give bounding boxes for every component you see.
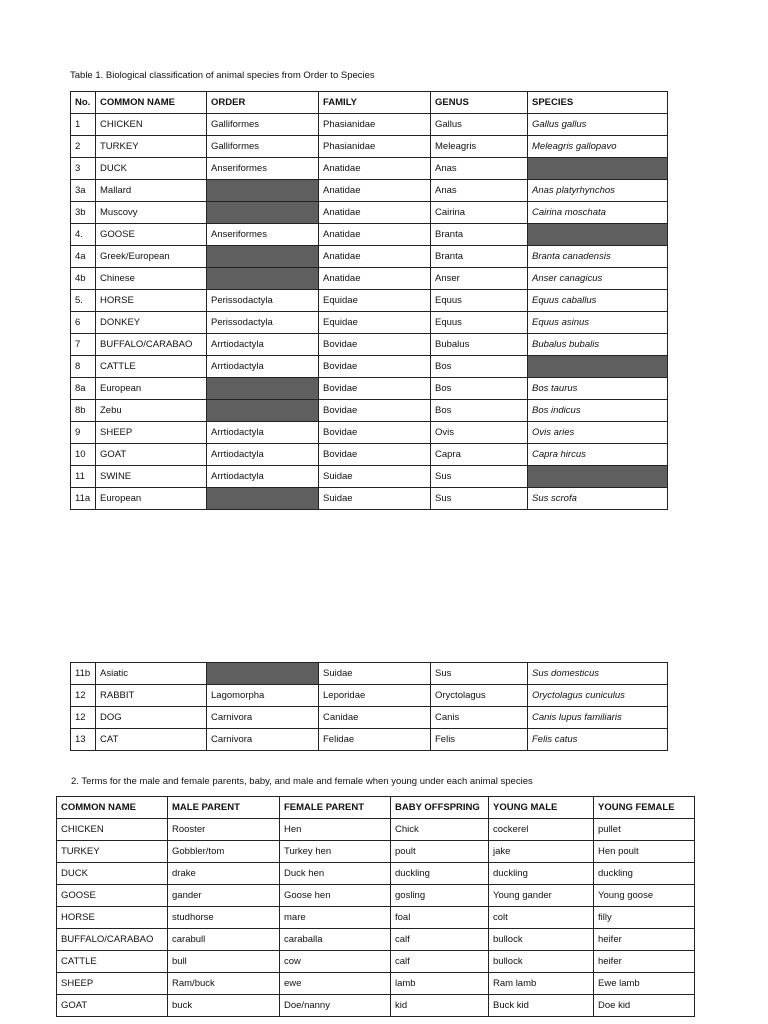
cell-no: 6: [71, 312, 96, 334]
cell-species: Bos taurus: [528, 378, 668, 400]
cell-order: Anseriformes: [207, 158, 319, 180]
header-genus: GENUS: [431, 92, 528, 114]
shaded-cell: [528, 158, 668, 180]
cell-species: Sus domesticus: [528, 663, 668, 685]
cell-species: Anser canagicus: [528, 268, 668, 290]
cell-order: Carnivora: [207, 707, 319, 729]
cell-baby-offspring: duckling: [391, 863, 489, 885]
cell-family: Bovidae: [319, 400, 431, 422]
cell-no: 4.: [71, 224, 96, 246]
cell-baby-offspring: Chick: [391, 819, 489, 841]
cell-species: Equus asinus: [528, 312, 668, 334]
cell-species: Gallus gallus: [528, 114, 668, 136]
cell-young-male: Ram lamb: [489, 973, 594, 995]
cell-no: 12: [71, 707, 96, 729]
cell-family: Equidae: [319, 312, 431, 334]
cell-no: 7: [71, 334, 96, 356]
cell-species: Ovis aries: [528, 422, 668, 444]
cell-family: Anatidae: [319, 202, 431, 224]
cell-order: Arrtiodactyla: [207, 356, 319, 378]
cell-order: Galliformes: [207, 114, 319, 136]
header-male-parent: MALE PARENT: [168, 797, 280, 819]
cell-order: Arrtiodactyla: [207, 466, 319, 488]
cell-species: Felis catus: [528, 729, 668, 751]
table-row: [71, 224, 668, 246]
header-order: ORDER: [207, 92, 319, 114]
cell-female-parent: cow: [280, 951, 391, 973]
cell-common-name: GOOSE: [96, 224, 207, 246]
cell-family: Phasianidae: [319, 114, 431, 136]
cell-common-name: DONKEY: [96, 312, 207, 334]
cell-species: Anas platyrhynchos: [528, 180, 668, 202]
cell-order: Carnivora: [207, 729, 319, 751]
cell-young-male: duckling: [489, 863, 594, 885]
cell-species: Sus scrofa: [528, 488, 668, 510]
table-row: [71, 158, 668, 180]
cell-no: 1: [71, 114, 96, 136]
cell-baby-offspring: calf: [391, 951, 489, 973]
cell-common-name: European: [96, 488, 207, 510]
shaded-cell: [528, 466, 668, 488]
shaded-cell: [207, 246, 319, 268]
table-row: [57, 885, 695, 907]
table-row: [71, 444, 668, 466]
cell-common-name: CATTLE: [96, 356, 207, 378]
cell-genus: Ovis: [431, 422, 528, 444]
cell-common-name: CATTLE: [57, 951, 168, 973]
cell-common-name: GOAT: [57, 995, 168, 1017]
cell-species: Bubalus bubalis: [528, 334, 668, 356]
header-species: SPECIES: [528, 92, 668, 114]
cell-male-parent: studhorse: [168, 907, 280, 929]
cell-genus: Sus: [431, 466, 528, 488]
cell-male-parent: gander: [168, 885, 280, 907]
table-row: [71, 488, 668, 510]
cell-no: 3a: [71, 180, 96, 202]
cell-baby-offspring: calf: [391, 929, 489, 951]
cell-family: Canidae: [319, 707, 431, 729]
cell-family: Bovidae: [319, 356, 431, 378]
cell-common-name: CAT: [96, 729, 207, 751]
cell-species: Capra hircus: [528, 444, 668, 466]
cell-genus: Anas: [431, 180, 528, 202]
header-female-parent: FEMALE PARENT: [280, 797, 391, 819]
cell-genus: Branta: [431, 224, 528, 246]
table-row: [71, 729, 668, 751]
cell-young-female: Doe kid: [594, 995, 695, 1017]
shaded-cell: [528, 356, 668, 378]
header-common-name: COMMON NAME: [96, 92, 207, 114]
cell-species: Cairina moschata: [528, 202, 668, 224]
cell-genus: Bubalus: [431, 334, 528, 356]
cell-genus: Cairina: [431, 202, 528, 224]
cell-young-male: Buck kid: [489, 995, 594, 1017]
cell-species: Equus caballus: [528, 290, 668, 312]
cell-female-parent: Duck hen: [280, 863, 391, 885]
cell-common-name: TURKEY: [57, 841, 168, 863]
cell-baby-offspring: poult: [391, 841, 489, 863]
cell-genus: Bos: [431, 356, 528, 378]
header-young-male: YOUNG MALE: [489, 797, 594, 819]
table-row: [71, 356, 668, 378]
shaded-cell: [207, 378, 319, 400]
cell-genus: Anser: [431, 268, 528, 290]
cell-common-name: SHEEP: [96, 422, 207, 444]
cell-common-name: TURKEY: [96, 136, 207, 158]
shaded-cell: [207, 400, 319, 422]
cell-common-name: HORSE: [57, 907, 168, 929]
table-row: [57, 907, 695, 929]
table-row: [71, 246, 668, 268]
shaded-cell: [207, 180, 319, 202]
table-row: [71, 180, 668, 202]
cell-male-parent: buck: [168, 995, 280, 1017]
cell-order: Anseriformes: [207, 224, 319, 246]
table-header-row: [57, 797, 695, 819]
cell-common-name: BUFFALO/CARABAO: [57, 929, 168, 951]
cell-no: 8: [71, 356, 96, 378]
cell-common-name: Mallard: [96, 180, 207, 202]
cell-common-name: DUCK: [96, 158, 207, 180]
cell-female-parent: ewe: [280, 973, 391, 995]
cell-family: Bovidae: [319, 444, 431, 466]
cell-genus: Canis: [431, 707, 528, 729]
table-row: [57, 863, 695, 885]
cell-genus: Felis: [431, 729, 528, 751]
cell-young-female: Hen poult: [594, 841, 695, 863]
cell-family: Leporidae: [319, 685, 431, 707]
cell-baby-offspring: lamb: [391, 973, 489, 995]
cell-young-female: filly: [594, 907, 695, 929]
cell-common-name: DOG: [96, 707, 207, 729]
cell-family: Bovidae: [319, 422, 431, 444]
cell-common-name: SHEEP: [57, 973, 168, 995]
table-row: [71, 663, 668, 685]
cell-young-female: pullet: [594, 819, 695, 841]
cell-young-male: Young gander: [489, 885, 594, 907]
cell-no: 12: [71, 685, 96, 707]
cell-male-parent: Gobbler/tom: [168, 841, 280, 863]
cell-family: Anatidae: [319, 246, 431, 268]
cell-young-female: Young goose: [594, 885, 695, 907]
cell-female-parent: Goose hen: [280, 885, 391, 907]
table-row: [71, 290, 668, 312]
table-row: [71, 114, 668, 136]
cell-no: 3: [71, 158, 96, 180]
table-row: [57, 973, 695, 995]
cell-no: 2: [71, 136, 96, 158]
header-baby-offspring: BABY OFFSPRING: [391, 797, 489, 819]
cell-common-name: Zebu: [96, 400, 207, 422]
cell-genus: Equus: [431, 290, 528, 312]
cell-order: Lagomorpha: [207, 685, 319, 707]
cell-young-male: jake: [489, 841, 594, 863]
cell-no: 8a: [71, 378, 96, 400]
cell-species: Meleagris gallopavo: [528, 136, 668, 158]
cell-common-name: CHICKEN: [96, 114, 207, 136]
cell-no: 4a: [71, 246, 96, 268]
cell-genus: Bos: [431, 400, 528, 422]
cell-common-name: BUFFALO/CARABAO: [96, 334, 207, 356]
cell-family: Bovidae: [319, 378, 431, 400]
cell-species: Canis lupus familiaris: [528, 707, 668, 729]
cell-species: Bos indicus: [528, 400, 668, 422]
cell-young-female: heifer: [594, 951, 695, 973]
cell-young-female: duckling: [594, 863, 695, 885]
table-row: [71, 378, 668, 400]
cell-genus: Bos: [431, 378, 528, 400]
cell-genus: Branta: [431, 246, 528, 268]
cell-no: 11: [71, 466, 96, 488]
cell-family: Suidae: [319, 466, 431, 488]
cell-order: Galliformes: [207, 136, 319, 158]
header-no: No.: [71, 92, 96, 114]
cell-genus: Anas: [431, 158, 528, 180]
cell-no: 4b: [71, 268, 96, 290]
table-row: [71, 400, 668, 422]
cell-order: Arrtiodactyla: [207, 444, 319, 466]
cell-genus: Meleagris: [431, 136, 528, 158]
cell-baby-offspring: foal: [391, 907, 489, 929]
cell-family: Bovidae: [319, 334, 431, 356]
table-header-row: [71, 92, 668, 114]
cell-order: Perissodactyla: [207, 290, 319, 312]
cell-family: Suidae: [319, 488, 431, 510]
table-row: [71, 422, 668, 444]
cell-family: Suidae: [319, 663, 431, 685]
cell-common-name: HORSE: [96, 290, 207, 312]
shaded-cell: [207, 202, 319, 224]
cell-order: Arrtiodactyla: [207, 334, 319, 356]
cell-family: Anatidae: [319, 268, 431, 290]
cell-baby-offspring: gosling: [391, 885, 489, 907]
table-row: [57, 951, 695, 973]
cell-common-name: CHICKEN: [57, 819, 168, 841]
shaded-cell: [528, 224, 668, 246]
classification-table-continued: [70, 662, 668, 751]
cell-baby-offspring: kid: [391, 995, 489, 1017]
cell-order: Perissodactyla: [207, 312, 319, 334]
table-row: [71, 312, 668, 334]
cell-order: Arrtiodactyla: [207, 422, 319, 444]
cell-female-parent: Doe/nanny: [280, 995, 391, 1017]
cell-no: 10: [71, 444, 96, 466]
header-family: FAMILY: [319, 92, 431, 114]
table-row: [71, 268, 668, 290]
classification-table: [70, 91, 668, 510]
table-row: [71, 685, 668, 707]
cell-common-name: GOAT: [96, 444, 207, 466]
table2-caption: 2. Terms for the male and female parents, baby, and male and female when young under each animal species: [71, 776, 533, 787]
cell-female-parent: Turkey hen: [280, 841, 391, 863]
cell-genus: Sus: [431, 663, 528, 685]
cell-common-name: Chinese: [96, 268, 207, 290]
table-row: [57, 929, 695, 951]
cell-family: Felidae: [319, 729, 431, 751]
cell-no: 11b: [71, 663, 96, 685]
header-common-name: COMMON NAME: [57, 797, 168, 819]
cell-common-name: Greek/European: [96, 246, 207, 268]
cell-genus: Capra: [431, 444, 528, 466]
cell-family: Phasianidae: [319, 136, 431, 158]
cell-female-parent: Hen: [280, 819, 391, 841]
cell-family: Anatidae: [319, 158, 431, 180]
cell-young-male: cockerel: [489, 819, 594, 841]
cell-no: 5.: [71, 290, 96, 312]
table-row: [57, 819, 695, 841]
cell-male-parent: bull: [168, 951, 280, 973]
cell-genus: Equus: [431, 312, 528, 334]
shaded-cell: [207, 663, 319, 685]
cell-common-name: Muscovy: [96, 202, 207, 224]
cell-family: Equidae: [319, 290, 431, 312]
cell-no: 13: [71, 729, 96, 751]
table1-caption: Table 1. Biological classification of animal species from Order to Species: [70, 70, 375, 81]
cell-family: Anatidae: [319, 180, 431, 202]
cell-common-name: European: [96, 378, 207, 400]
cell-common-name: Asiatic: [96, 663, 207, 685]
cell-young-female: Ewe lamb: [594, 973, 695, 995]
cell-female-parent: mare: [280, 907, 391, 929]
table-row: [71, 707, 668, 729]
cell-male-parent: Ram/buck: [168, 973, 280, 995]
cell-genus: Sus: [431, 488, 528, 510]
cell-male-parent: carabull: [168, 929, 280, 951]
cell-species: Oryctolagus cuniculus: [528, 685, 668, 707]
cell-young-male: bullock: [489, 929, 594, 951]
cell-young-female: heifer: [594, 929, 695, 951]
cell-common-name: GOOSE: [57, 885, 168, 907]
cell-family: Anatidae: [319, 224, 431, 246]
cell-common-name: RABBIT: [96, 685, 207, 707]
cell-young-male: bullock: [489, 951, 594, 973]
cell-young-male: colt: [489, 907, 594, 929]
cell-common-name: DUCK: [57, 863, 168, 885]
shaded-cell: [207, 268, 319, 290]
cell-genus: Gallus: [431, 114, 528, 136]
cell-male-parent: drake: [168, 863, 280, 885]
cell-common-name: SWINE: [96, 466, 207, 488]
animal-terms-table: [56, 796, 695, 1017]
cell-no: 3b: [71, 202, 96, 224]
cell-species: Branta canadensis: [528, 246, 668, 268]
cell-genus: Oryctolagus: [431, 685, 528, 707]
cell-no: 11a: [71, 488, 96, 510]
table-row: [71, 334, 668, 356]
cell-female-parent: caraballa: [280, 929, 391, 951]
cell-male-parent: Rooster: [168, 819, 280, 841]
table-row: [71, 466, 668, 488]
shaded-cell: [207, 488, 319, 510]
table-row: [57, 995, 695, 1017]
cell-no: 9: [71, 422, 96, 444]
header-young-female: YOUNG FEMALE: [594, 797, 695, 819]
cell-no: 8b: [71, 400, 96, 422]
table-row: [57, 841, 695, 863]
table-row: [71, 136, 668, 158]
table-row: [71, 202, 668, 224]
